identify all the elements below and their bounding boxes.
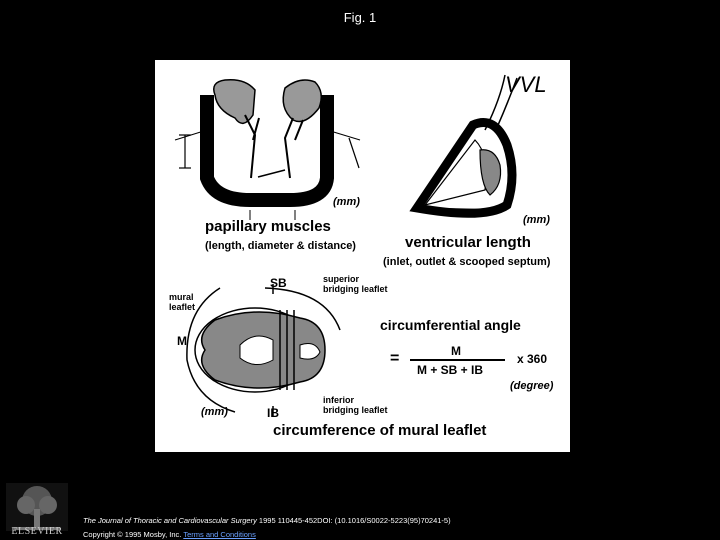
inferior-label-1: inferior (323, 395, 355, 405)
inferior-label-2: bridging leaflet (323, 405, 388, 415)
m-label: M (177, 334, 187, 348)
figure-image (155, 60, 570, 452)
terms-link[interactable]: Terms and Conditions (183, 530, 256, 539)
circ-unit: (mm) (201, 406, 228, 418)
elsevier-wordmark: ELSEVIER (11, 526, 63, 537)
figure-title: Fig. 1 (343, 10, 377, 25)
formula-title: circumferential angle (380, 317, 521, 333)
pm-unit: (mm) (333, 196, 360, 208)
formula-numerator: M (451, 344, 461, 358)
citation-line (83, 516, 451, 525)
vl-title: ventricular length (405, 234, 531, 251)
ventricular-drawing (417, 75, 517, 213)
annulus-drawing (187, 284, 340, 416)
citation-details: 1995 110445-452DOI: (10.1016/S0022-5223(95)70241-5) (256, 516, 451, 525)
vl-unit: (mm) (523, 214, 550, 226)
vvl-handwriting: VVL (505, 72, 547, 97)
formula-denominator: M + SB + IB (417, 363, 484, 377)
formula-multiplier: x 360 (517, 352, 548, 366)
pm-title: papillary muscles (205, 218, 331, 235)
circ-title: circumference of mural leaflet (273, 422, 487, 439)
formula-unit: (degree) (510, 380, 554, 392)
vl-subtitle: (inlet, outlet & scooped septum) (383, 256, 551, 268)
copyright-line (83, 530, 256, 539)
journal-name: The Journal of Thoracic and Cardiovascular Surgery (83, 516, 257, 525)
pm-subtitle: (length, diameter & distance) (205, 240, 356, 252)
formula-equals: = (390, 350, 400, 367)
mural-label-1: mural (169, 292, 194, 302)
ib-label: IB (267, 406, 279, 420)
mural-label-2: leaflet (169, 302, 196, 312)
superior-label-1: superior (323, 274, 360, 284)
copyright-text: Copyright © 1995 Mosby, Inc. (83, 530, 182, 539)
superior-label-2: bridging leaflet (323, 284, 388, 294)
sb-label: SB (270, 276, 287, 290)
